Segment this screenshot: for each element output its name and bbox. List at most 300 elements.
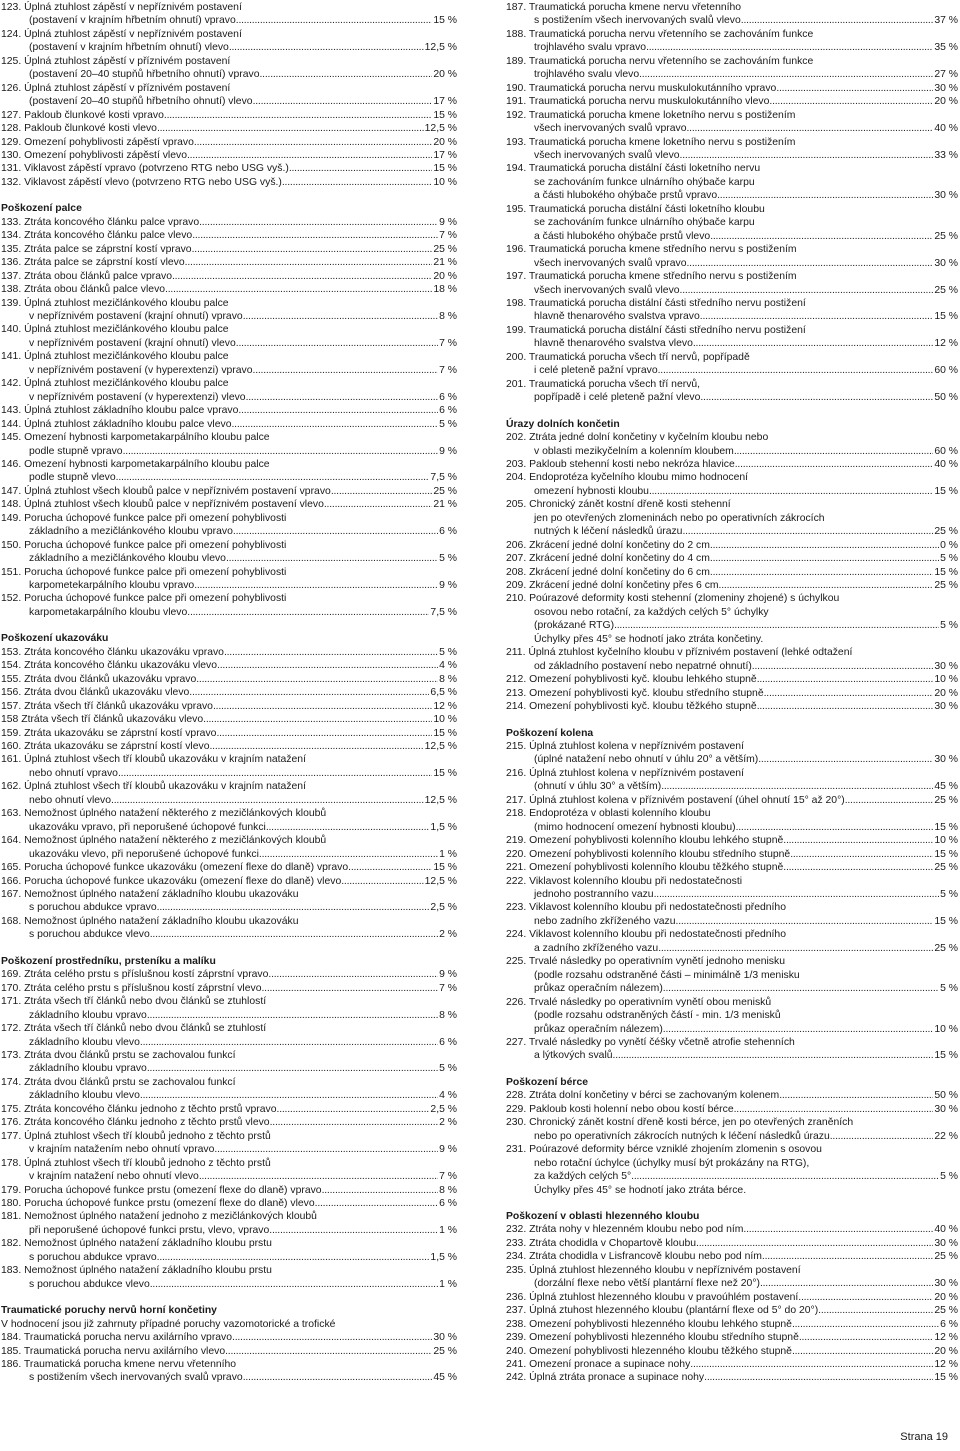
entry-percentage: 12,5 % bbox=[424, 123, 457, 135]
entry-label: v nepříznivém postavení (v hyperextenzi) vpravo bbox=[29, 364, 253, 376]
entry-text-line: 125. Úplná ztuhlost zápěstí v příznivém postavení bbox=[1, 55, 231, 67]
entry-label: 138. Ztráta obou článků palce vlevo bbox=[1, 284, 166, 296]
entry-percentage: 20 % bbox=[934, 1291, 958, 1303]
dot-leader bbox=[845, 794, 934, 807]
entry-row bbox=[506, 660, 958, 673]
dot-leader bbox=[690, 1358, 933, 1371]
entry-row bbox=[1, 270, 457, 283]
entry-label: 232. Ztráta nohy v hlezenném kloubu nebo pod ním bbox=[506, 1224, 744, 1236]
dot-leader bbox=[217, 659, 438, 672]
entry-percentage: 25 % bbox=[934, 284, 958, 296]
dot-leader bbox=[663, 982, 939, 995]
entry-row bbox=[1, 162, 457, 175]
entry-percentage: 20 % bbox=[934, 687, 958, 699]
entry-row bbox=[1, 1197, 457, 1210]
left-column bbox=[1, 1, 457, 1385]
dot-leader bbox=[116, 471, 430, 484]
dot-leader bbox=[172, 270, 432, 283]
entry-percentage: 21 % bbox=[433, 499, 457, 511]
entry-row bbox=[1, 1036, 457, 1049]
dot-leader bbox=[232, 1331, 432, 1344]
dot-leader bbox=[253, 95, 433, 108]
dot-leader bbox=[226, 552, 438, 565]
entry-row bbox=[506, 552, 958, 565]
entry-row bbox=[506, 673, 958, 686]
entry-label: i celé pleteně pažní vpravo bbox=[534, 365, 658, 377]
entry-percentage: 8 % bbox=[439, 1184, 457, 1196]
entry-row bbox=[506, 1023, 958, 1036]
dot-leader bbox=[658, 942, 933, 955]
dot-leader bbox=[757, 700, 934, 713]
dot-leader bbox=[818, 1304, 933, 1317]
entry-percentage: 25 % bbox=[934, 1305, 958, 1317]
entry-row bbox=[1, 471, 457, 484]
entry-label: 213. Omezení pohyblivosti kyč. kloubu středního stupně bbox=[506, 687, 764, 699]
entry-text-line: se zachováním funkce ulnárního ohýbače karpu bbox=[534, 217, 755, 229]
entry-row bbox=[506, 821, 958, 834]
dot-leader bbox=[631, 1170, 939, 1183]
entry-text-line: 230. Chronický zánět kostní dřeně kosti bérce, jen po otevřených zraněních bbox=[506, 1117, 854, 1129]
entry-percentage: 10 % bbox=[934, 1023, 958, 1035]
dot-leader bbox=[157, 122, 424, 135]
entry-label: 212. Omezení pohyblivosti kyč. kloubu lehkého stupně bbox=[506, 674, 757, 686]
dot-leader bbox=[663, 1023, 934, 1036]
entry-text-line: 171. Ztráta všech tří článků nebo dvou článků se ztuhlostí bbox=[1, 996, 267, 1008]
entry-label: (úplné natažení nebo ohnutí v úhlu 20° a větším) bbox=[534, 754, 759, 766]
dot-leader bbox=[185, 256, 433, 269]
entry-row bbox=[506, 794, 958, 807]
dot-leader bbox=[225, 1345, 432, 1358]
entry-label: za každých celých 5° bbox=[534, 1171, 632, 1183]
entry-text-line: Úchylky přes 45° se hodnotí jako ztráta bérce. bbox=[534, 1184, 747, 1196]
entry-label: 239. Omezení pohyblivosti hlezenného kloubu středního stupně bbox=[506, 1332, 799, 1344]
entry-percentage: 12,5 % bbox=[424, 42, 457, 54]
entry-text-line: 150. Porucha úchopové funkce palce při omezení pohyblivosti bbox=[1, 539, 287, 551]
entry-percentage: 37 % bbox=[934, 15, 958, 27]
entry-label: 238. Omezení pohyblivosti hlezenného kloubu lehkého stupně bbox=[506, 1318, 792, 1330]
entry-percentage: 2,5 % bbox=[430, 902, 457, 914]
dot-leader bbox=[757, 673, 934, 686]
entry-row bbox=[506, 687, 958, 700]
entry-label: (postavení 20–40 stupňů hřbetního ohnutí) vlevo bbox=[29, 96, 253, 108]
entry-percentage: 21 % bbox=[433, 257, 457, 269]
entry-text-line: 198. Traumatická porucha distální části středního nervu postižení bbox=[506, 297, 806, 309]
dot-leader bbox=[734, 1103, 934, 1116]
entry-row bbox=[506, 1371, 958, 1384]
entry-row bbox=[1, 686, 457, 699]
dot-leader bbox=[253, 364, 439, 377]
dot-leader bbox=[792, 1318, 939, 1331]
entry-percentage: 1 % bbox=[439, 1224, 457, 1236]
entry-row bbox=[1, 1009, 457, 1022]
dot-leader bbox=[736, 821, 934, 834]
entry-percentage: 10 % bbox=[934, 674, 958, 686]
entry-row bbox=[506, 284, 958, 297]
dot-leader bbox=[150, 1278, 438, 1291]
entry-text-line: 197. Traumatická porucha kmene středního nervu s postižením bbox=[506, 271, 797, 283]
entry-text-line: 199. Traumatická porucha distální části středního nervu postižení bbox=[506, 324, 806, 336]
entry-percentage: 12,5 % bbox=[424, 794, 457, 806]
dot-leader bbox=[199, 216, 438, 229]
entry-row bbox=[1, 875, 457, 888]
entry-text-line: 205. Chronický zánět kostní dřeně kosti stehenní bbox=[506, 499, 731, 511]
entry-label: 143. Úplná ztuhlost základního kloubu palce vpravo bbox=[1, 405, 239, 417]
entry-percentage: 6,5 % bbox=[430, 687, 457, 699]
dot-leader bbox=[682, 525, 933, 538]
entry-percentage: 5 % bbox=[439, 553, 457, 565]
entry-label: 185. Traumatická porucha nervu axilárního vlevo bbox=[1, 1345, 226, 1357]
entry-text-line: 223. Viklavost kolenního kloubu při nedostatečnosti předního bbox=[506, 902, 786, 914]
entry-percentage: 8 % bbox=[439, 1009, 457, 1021]
entry-text-line: 187. Traumatická porucha kmene nervu vřetenního bbox=[506, 2, 742, 13]
entry-label: (prokázané RTG) bbox=[534, 620, 615, 632]
entry-label: 130. Omezení pohyblivosti zápěstí vlevo bbox=[1, 149, 187, 161]
entry-text-line: 167. Nemožnost úplného natažení základního kloubu ukazováku bbox=[1, 889, 299, 900]
dot-leader bbox=[111, 794, 424, 807]
entry-text-line: 181. Nemožnost úplného natažení jednoho z mezičlánkových kloubů bbox=[1, 1211, 317, 1223]
dot-leader bbox=[261, 982, 438, 995]
dot-leader bbox=[719, 579, 934, 592]
entry-label: 180. Porucha úchopové funkce prstu (omezení flexe do dlaně) vlevo bbox=[1, 1197, 315, 1209]
entry-percentage: 25 % bbox=[934, 526, 958, 538]
entry-text-line: 149. Porucha úchopové funkce palce při omezení pohyblivosti bbox=[1, 512, 287, 524]
entry-label: 219. Omezení pohyblivosti kolenního kloubu lehkého stupně bbox=[506, 835, 784, 847]
dot-leader bbox=[704, 1371, 933, 1384]
dot-leader bbox=[246, 391, 439, 404]
entry-label: 220. Omezení pohyblivosti kolenního kloubu středního stupně bbox=[506, 848, 791, 860]
entry-row bbox=[506, 834, 958, 847]
dot-leader bbox=[790, 848, 933, 861]
entry-label: (postavení v krajním hřbetním ohnutí) vpravo bbox=[29, 15, 236, 27]
entry-label: (mimo hodnocení omezení hybnosti kloubu) bbox=[534, 821, 736, 833]
dot-leader bbox=[743, 1223, 933, 1236]
entry-percentage: 5 % bbox=[940, 983, 958, 995]
entry-percentage: 15 % bbox=[433, 163, 457, 175]
entry-row bbox=[1, 68, 457, 81]
dot-leader bbox=[164, 109, 432, 122]
entry-text-line: 227. Trvalé následky po vynětí čéšky včetně atrofie stehenních bbox=[506, 1036, 795, 1048]
entry-text-line: 225. Trvalé následky po operativním vynětí jednoho menisku bbox=[506, 956, 785, 968]
entry-percentage: 17 % bbox=[433, 96, 457, 108]
entry-percentage: 1,5 % bbox=[430, 821, 457, 833]
entry-percentage: 15 % bbox=[934, 1050, 958, 1062]
entry-row bbox=[506, 566, 958, 579]
entry-percentage: 22 % bbox=[934, 1130, 958, 1142]
entry-percentage: 20 % bbox=[433, 136, 457, 148]
dot-leader bbox=[187, 149, 432, 162]
entry-label: 190. Traumatická porucha nervu muskulokutánního vpravo bbox=[506, 82, 777, 94]
entry-row bbox=[1, 122, 457, 135]
entry-percentage: 25 % bbox=[433, 1345, 457, 1357]
entry-percentage: 40 % bbox=[934, 1224, 958, 1236]
entry-text-line: 177. Úplná ztuhlost všech tří kloubů jednoho z těchto prstů bbox=[1, 1130, 271, 1142]
entry-percentage: 7 % bbox=[439, 1171, 457, 1183]
entry-row bbox=[1, 713, 457, 726]
entry-row bbox=[1, 391, 457, 404]
entry-label: 153. Ztráta koncového článku ukazováku vpravo bbox=[1, 646, 224, 658]
entry-row bbox=[506, 1089, 958, 1102]
entry-text-line: 146. Omezení hybnosti karpometakarpálního kloubu palce bbox=[1, 458, 270, 470]
entry-percentage: 5 % bbox=[439, 646, 457, 658]
entry-label: (dorzální flexe nebo větší plantární flexe než 20°) bbox=[534, 1278, 760, 1290]
entry-row bbox=[506, 753, 958, 766]
entry-label: 155. Ztráta dvou článků ukazováku vpravo bbox=[1, 673, 197, 685]
section-heading: Poškození prostředníku, prsteníku a malíku bbox=[1, 955, 216, 967]
entry-row bbox=[1, 982, 457, 995]
dot-leader bbox=[798, 1291, 933, 1304]
entry-percentage: 12,5 % bbox=[424, 741, 457, 753]
entry-label: 129. Omezení pohyblivosti zápěstí vpravo bbox=[1, 136, 194, 148]
dot-leader bbox=[658, 364, 934, 377]
entry-label: průkaz operačním nálezem) bbox=[534, 1023, 663, 1035]
entry-row bbox=[506, 82, 958, 95]
entry-row bbox=[506, 888, 958, 901]
entry-row bbox=[1, 283, 457, 296]
entry-label: (postavení 20–40 stupňů hřbetního ohnutí) vpravo bbox=[29, 69, 260, 81]
dot-leader bbox=[259, 848, 438, 861]
dot-leader bbox=[700, 391, 933, 404]
entry-percentage: 27 % bbox=[934, 69, 958, 81]
entry-label: 158 Ztráta všech tří článků ukazováku vlevo bbox=[1, 714, 204, 726]
entry-text-line: 193. Traumatická porucha kmene loketního nervu s postižením bbox=[506, 136, 796, 148]
entry-text-line: 188. Traumatická porucha nervu vřetenního se zachováním funkce bbox=[506, 28, 814, 40]
dot-leader bbox=[779, 1089, 933, 1102]
entry-row bbox=[1, 1278, 457, 1291]
dot-leader bbox=[194, 136, 432, 149]
entry-row bbox=[506, 1331, 958, 1344]
entry-row bbox=[506, 149, 958, 162]
entry-row bbox=[506, 1130, 958, 1143]
entry-row bbox=[1, 1224, 457, 1237]
entry-label: všech inervovaných svalů vpravo bbox=[534, 257, 687, 269]
entry-label: a části hlubokého ohýbače prstů vlevo bbox=[534, 230, 711, 242]
entry-label: v oblasti mezikyčelním a kolenním kloubem bbox=[534, 445, 734, 457]
entry-percentage: 6 % bbox=[439, 391, 457, 403]
dot-leader bbox=[710, 230, 933, 243]
section-heading: Poškození palce bbox=[1, 203, 82, 215]
entry-percentage: 2 % bbox=[439, 1117, 457, 1129]
dot-leader bbox=[710, 566, 933, 579]
entry-percentage: 2 % bbox=[439, 929, 457, 941]
entry-label: jednoho postranního vazu bbox=[534, 889, 654, 900]
entry-percentage: 12,5 % bbox=[424, 875, 457, 887]
entry-row bbox=[1, 445, 457, 458]
entry-percentage: 15 % bbox=[433, 109, 457, 121]
entry-percentage: 7 % bbox=[439, 337, 457, 349]
entry-text-line: 123. Úplná ztuhlost zápěstí v nepříznivém postavení bbox=[1, 2, 242, 13]
dot-leader bbox=[150, 928, 438, 941]
entry-percentage: 15 % bbox=[934, 566, 958, 578]
entry-row bbox=[1, 901, 457, 914]
entry-row bbox=[506, 257, 958, 270]
entry-label: 229. Pakloub kosti holenní nebo obou kostí bérce bbox=[506, 1103, 734, 1115]
entry-row bbox=[1, 767, 457, 780]
entry-text-line: 194. Traumatická porucha distální části loketního nervu bbox=[506, 163, 761, 175]
entry-text-line: jen po otevřených zlomeninách nebo po operativních zákrocích bbox=[534, 512, 825, 524]
entry-percentage: 1 % bbox=[439, 848, 457, 860]
entry-percentage: 9 % bbox=[439, 1144, 457, 1156]
entry-label: 133. Ztráta koncového článku palce vpravo bbox=[1, 216, 200, 228]
entry-percentage: 30 % bbox=[934, 82, 958, 94]
entry-row bbox=[1, 552, 457, 565]
entry-row bbox=[1, 659, 457, 672]
entry-label: 184. Traumatická porucha nervu axilárního vpravo bbox=[1, 1332, 233, 1344]
entry-percentage: 15 % bbox=[934, 821, 958, 833]
dot-leader bbox=[680, 149, 934, 162]
dot-leader bbox=[140, 1036, 438, 1049]
dot-leader bbox=[199, 1170, 438, 1183]
entry-row bbox=[1, 1184, 457, 1197]
entry-percentage: 25 % bbox=[433, 485, 457, 497]
dot-leader bbox=[123, 445, 439, 458]
entry-text-line: 162. Úplná ztuhlost všech tří kloubů ukazováku v krajním natažení bbox=[1, 781, 306, 793]
entry-row bbox=[1, 1089, 457, 1102]
entry-row bbox=[506, 310, 958, 323]
entry-percentage: 33 % bbox=[934, 149, 958, 161]
entry-percentage: 6 % bbox=[940, 1318, 958, 1330]
entry-row bbox=[506, 861, 958, 874]
entry-text-line: osovou nebo rotační, za každých celých 5° úchylky bbox=[534, 606, 769, 618]
entry-row bbox=[1, 337, 457, 350]
entry-text-line: 226. Trvalé následky po operativním vynětí obou menisků bbox=[506, 996, 772, 1008]
dot-leader bbox=[649, 485, 933, 498]
entry-label: základního kloubu vlevo bbox=[29, 1090, 140, 1102]
entry-row bbox=[506, 915, 958, 928]
dot-leader bbox=[760, 1277, 933, 1290]
entry-row bbox=[1, 861, 457, 874]
entry-label: všech inervovaných svalů vlevo bbox=[534, 149, 680, 161]
entry-percentage: 30 % bbox=[934, 190, 958, 202]
entry-label: 221. Omezení pohyblivosti kolenního kloubu těžkého stupně bbox=[506, 862, 784, 874]
entry-percentage: 30 % bbox=[934, 1278, 958, 1290]
entry-percentage: 30 % bbox=[934, 1237, 958, 1249]
dot-leader bbox=[187, 606, 429, 619]
entry-row bbox=[506, 539, 958, 552]
entry-percentage: 7 % bbox=[439, 982, 457, 994]
entry-label: omezení hybnosti kloubu bbox=[534, 485, 649, 497]
entry-text-line: 216. Úplná ztuhlost kolena v nepříznivém postavení bbox=[506, 767, 744, 779]
entry-percentage: 1 % bbox=[439, 1278, 457, 1290]
dot-leader bbox=[830, 1130, 934, 1143]
entry-row bbox=[506, 230, 958, 243]
entry-label: 165. Porucha úchopové funkce ukazováku (omezení flexe do dlaně) vpravo bbox=[1, 862, 349, 874]
entry-percentage: 2,5 % bbox=[430, 1103, 457, 1115]
entry-text-line: 151. Porucha úchopové funkce palce při omezení pohyblivosti bbox=[1, 566, 287, 578]
entry-percentage: 15 % bbox=[934, 848, 958, 860]
entry-row bbox=[1, 256, 457, 269]
entry-label: 236. Úplná ztuhlost hlezenného kloubu v pravoúhlém postavení bbox=[506, 1291, 799, 1303]
dot-leader bbox=[196, 673, 438, 686]
dot-leader bbox=[192, 243, 433, 256]
entry-percentage: 20 % bbox=[433, 69, 457, 81]
entry-label: 154. Ztráta koncového článku ukazováku vlevo bbox=[1, 660, 218, 672]
entry-row bbox=[1, 646, 457, 659]
dot-leader bbox=[661, 780, 933, 793]
entry-percentage: 30 % bbox=[433, 1332, 457, 1344]
section-heading: Poškození v oblasti hlezenného kloubu bbox=[506, 1210, 700, 1222]
entry-text-line: 192. Traumatická porucha kmene loketního nervu s postižením bbox=[506, 109, 796, 121]
dot-leader bbox=[783, 861, 933, 874]
dot-leader bbox=[741, 14, 934, 27]
entry-label: 228. Ztráta dolní končetiny v bérci se zachovaným kolenem bbox=[506, 1090, 780, 1102]
entry-percentage: 25 % bbox=[934, 1251, 958, 1263]
entry-label: hlavně thenarového svalstva vlevo bbox=[534, 338, 693, 350]
entry-text-line: 222. Viklavost kolenního kloubu při nedostatečnosti bbox=[506, 875, 743, 887]
entry-text-line: 195. Traumatická porucha distální části loketního kloubu bbox=[506, 203, 765, 215]
dot-leader bbox=[776, 82, 933, 95]
entry-row bbox=[1, 95, 457, 108]
dot-leader bbox=[686, 122, 933, 135]
entry-percentage: 60 % bbox=[934, 365, 958, 377]
entry-row bbox=[1, 821, 457, 834]
entry-label: karpometakarpálního kloubu vlevo bbox=[29, 606, 188, 618]
entry-label: 137. Ztráta obou článků palce vpravo bbox=[1, 270, 172, 282]
dot-leader bbox=[147, 1062, 438, 1075]
dot-leader bbox=[270, 1116, 439, 1129]
dot-leader bbox=[236, 337, 438, 350]
dot-leader bbox=[289, 162, 433, 175]
entry-row bbox=[506, 579, 958, 592]
entry-row bbox=[506, 1277, 958, 1290]
entry-label: karpometekarpálního kloubu vpravo bbox=[29, 580, 195, 592]
entry-text-line: (podle rozsahu odstraněných částí - min. 1/3 menisků bbox=[534, 1010, 781, 1022]
entry-row bbox=[1, 418, 457, 431]
dot-leader bbox=[224, 646, 438, 659]
dot-leader bbox=[764, 687, 934, 700]
dot-leader bbox=[157, 1251, 430, 1264]
entry-percentage: 15 % bbox=[433, 767, 457, 779]
entry-label: a zadního zkříženého vazu bbox=[534, 942, 659, 954]
section-heading: Poškození kolena bbox=[506, 727, 594, 739]
entry-label: 134. Ztráta koncového článku palce vlevo bbox=[1, 230, 193, 242]
entry-label: s postižením všech inervovaných svalů vlevo bbox=[534, 15, 741, 27]
entry-row bbox=[1, 928, 457, 941]
entry-text-line: 224. Viklavost kolenního kloubu při nedostatečnosti předního bbox=[506, 929, 786, 941]
dot-leader bbox=[194, 579, 438, 592]
entry-label: 214. Omezení pohyblivosti kyč. kloubu těžkého stupně bbox=[506, 701, 757, 713]
entry-label: všech inervovaných svalů vlevo bbox=[534, 284, 680, 296]
entry-percentage: 30 % bbox=[934, 754, 958, 766]
entry-row bbox=[506, 1170, 958, 1183]
entry-label: trojhlavého svalu vpravo bbox=[534, 42, 647, 54]
entry-label: v nepříznivém postavení (v hyperextenzi) vlevo bbox=[29, 391, 246, 403]
entry-row bbox=[506, 122, 958, 135]
entry-row bbox=[1, 243, 457, 256]
entry-text-line: 124. Úplná ztuhlost zápěstí v nepříznivém postavení bbox=[1, 28, 242, 40]
entry-row bbox=[1, 364, 457, 377]
dot-leader bbox=[717, 189, 933, 202]
entry-row bbox=[506, 1103, 958, 1116]
entry-percentage: 15 % bbox=[934, 915, 958, 927]
entry-percentage: 20 % bbox=[934, 96, 958, 108]
entry-text-line: nebo rotační úchylce (úchylky musí být prokázány na RTG), bbox=[534, 1157, 810, 1169]
entry-label: popřípadě i celé pleteně pažní vlevo bbox=[534, 392, 701, 404]
dot-leader bbox=[693, 337, 933, 350]
dot-leader bbox=[752, 660, 934, 673]
entry-percentage: 7 % bbox=[439, 364, 457, 376]
dot-leader bbox=[322, 1184, 439, 1197]
entry-label: 206. Zkrácení jedné dolní končetiny do 2 cm bbox=[506, 539, 710, 551]
entry-percentage: 7,5 % bbox=[430, 472, 457, 484]
entry-text-line: 139. Úplná ztuhlost mezičlánkového kloubu palce bbox=[1, 297, 229, 309]
entry-percentage: 6 % bbox=[439, 526, 457, 538]
entry-row bbox=[506, 95, 958, 108]
dot-leader bbox=[216, 727, 432, 740]
dot-leader bbox=[331, 485, 433, 498]
dot-leader bbox=[783, 834, 933, 847]
entry-text-line: 152. Porucha úchopové funkce palce při omezení pohyblivosti bbox=[1, 593, 287, 605]
entry-text-line: 218. Endoprotéza v oblasti kolenního kloubu bbox=[506, 808, 711, 820]
